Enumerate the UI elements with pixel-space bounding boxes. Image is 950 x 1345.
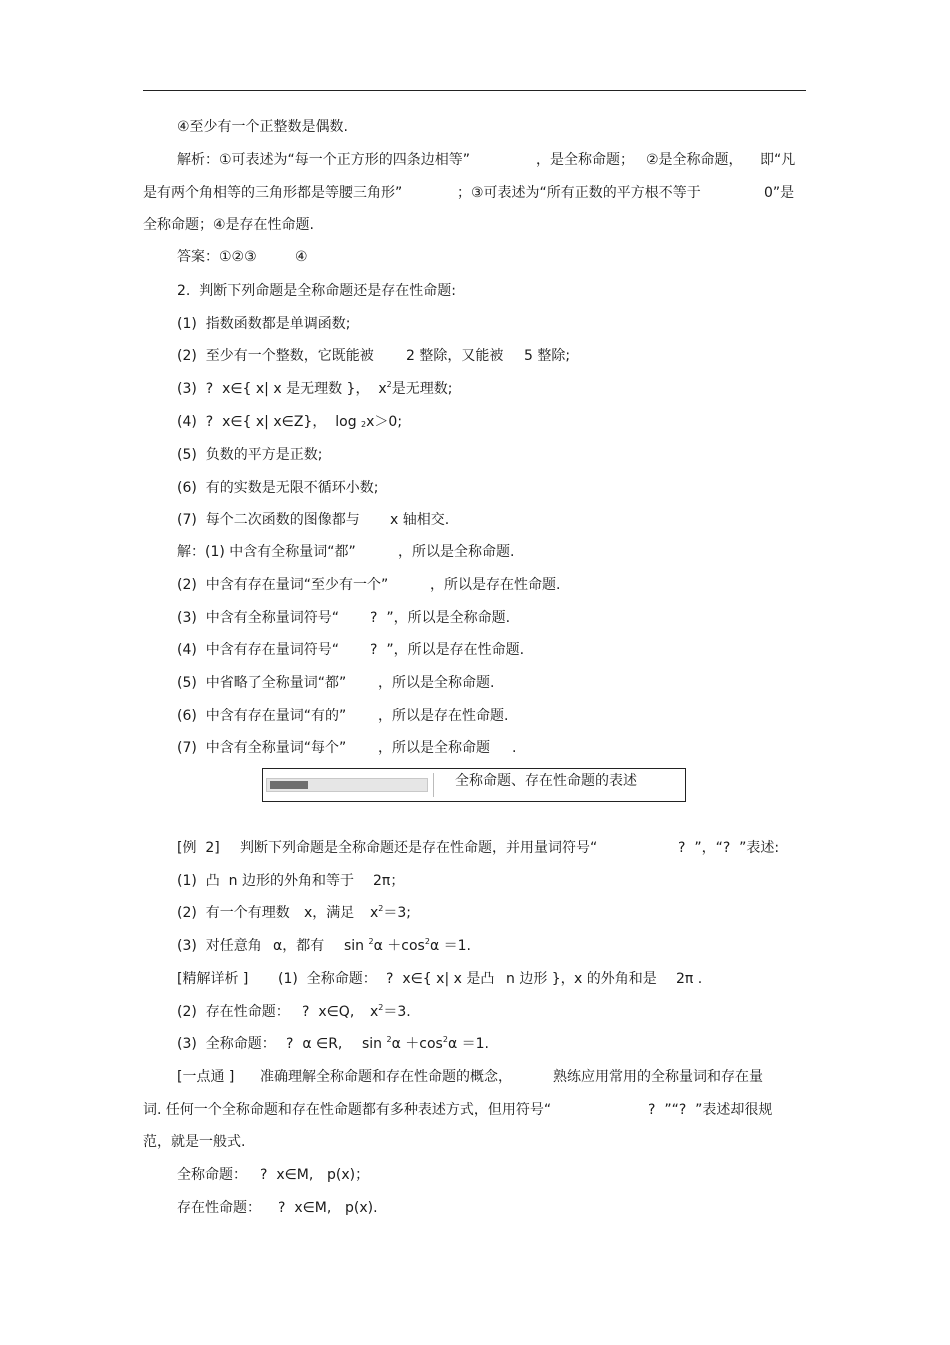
solution-line: (1) 全称命题： (278, 971, 377, 987)
solution-line: ? x∈Q, (302, 1004, 355, 1020)
example-title: 判断下列命题是全称命题还是存在性命题，并用量词符号“ (240, 840, 598, 856)
analysis-text: 是有两个角相等的三角形都是等腰三角形” (143, 185, 403, 201)
solution-line: (3) 中含有全称量词符号“ (177, 610, 339, 626)
question-item: 2 整除，又能被 (406, 348, 504, 364)
question-item: (1) 指数函数都是单调函数; (177, 316, 351, 332)
solution-line: (4) 中含有存在量词符号“ (177, 642, 339, 658)
question-title: 2. 判断下列命题是全称命题还是存在性命题: (177, 283, 456, 299)
tip-text: 熟练应用常用的全称量词和存在量 (553, 1069, 763, 1085)
tip-label: [一点通 ] (177, 1069, 235, 1085)
example-item: (2) 有一个有理数 (177, 905, 290, 921)
analysis-text: 解析：①可表述为“每一个正方形的四条边相等” (177, 152, 471, 168)
solution-line: . (512, 740, 517, 756)
analysis-text: ；③可表述为“所有正数的平方根不等于 (457, 185, 701, 201)
solution-line: (5) 中省略了全称量词“都” (177, 675, 347, 691)
example-label: [例 2] (177, 840, 220, 856)
solution-line: (2) 存在性命题： (177, 1004, 290, 1020)
form-line: 全称命题： (177, 1167, 247, 1183)
example-item: $x^2=3$; (370, 904, 412, 921)
header-rule (143, 90, 806, 91)
solution-line: x 的外角和是 (574, 971, 657, 987)
solution-line: $x^2=3$. (370, 1003, 411, 1020)
example-item: x，满足 (304, 905, 355, 921)
question-item: 5 整除; (524, 348, 571, 364)
question-item: (7) 每个二次函数的图像都与 (177, 512, 360, 528)
section-divider (433, 773, 434, 797)
solution-line: ? α ∈R, (286, 1036, 343, 1052)
solution-line: (6) 中含有存在量词“有的” (177, 708, 347, 724)
analysis-text: ②是全称命题， (646, 152, 743, 168)
solution-line: $\sin ^2\alpha +\cos^2\alpha =1$. (362, 1035, 489, 1052)
form-line: 存在性命题： (177, 1200, 261, 1216)
analysis-text: 0”是 (764, 185, 795, 201)
example-item: (1) 凸 n 边形的外角和等于 (177, 873, 354, 889)
example-item: $\sin ^2\alpha +\cos^2\alpha =1$. (344, 937, 471, 954)
question-item: (4) ? x∈{ x| x∈Z}， log $_2$x＞0; (177, 414, 403, 430)
answer-text: 答案：①②③ (177, 249, 257, 265)
answer-text: ④ (295, 249, 308, 265)
question-item: (6) 有的实数是无限不循环小数; (177, 480, 379, 496)
tip-text: ? ”“? ”表述却很规 (648, 1102, 773, 1118)
form-line: ? x∈M, (260, 1167, 314, 1183)
tip-text: 词. 任何一个全称命题和存在性命题都有多种表述方式，但用符号“ (143, 1102, 552, 1118)
solution-line: 解：(1) 中含有全称量词“都” (177, 544, 356, 560)
solution-line: (2) 中含有存在量词“至少有一个” (177, 577, 389, 593)
question-item: (5) 负数的平方是正数; (177, 447, 323, 463)
solution-line: ? x∈{ x| x 是凸 (386, 971, 495, 987)
solution-line: ，所以是全称命题. (378, 675, 495, 691)
example-item: (3) 对任意角 (177, 938, 262, 954)
tip-text: 范，就是一般式. (143, 1134, 246, 1150)
solution-line: ? ”，所以是全称命题. (370, 610, 511, 626)
example-item: 2π； (373, 873, 405, 889)
solution-line: (7) 中含有全称量词“每个” (177, 740, 347, 756)
section-title: 全称命题、存在性命题的表述 (455, 773, 637, 789)
question-item: (2) 至少有一个整数，它既能被 (177, 348, 374, 364)
solution-line: ，所以是全称命题 (378, 740, 490, 756)
question-item: x 轴相交. (390, 512, 450, 528)
solution-line: n 边形 }， (506, 971, 575, 987)
solution-line: ，所以是全称命题. (398, 544, 515, 560)
item-4-text: ④至少有一个正整数是偶数. (177, 119, 349, 135)
section-tag-image (266, 778, 428, 792)
solution-line: ，所以是存在性命题. (378, 708, 509, 724)
example-title: ? ”，“? ”表述: (678, 840, 780, 856)
example-item: α，都有 (273, 938, 325, 954)
solution-label: [精解详析 ] (177, 971, 249, 987)
solution-line: ? ”，所以是存在性命题. (370, 642, 525, 658)
form-line: p(x)； (327, 1167, 370, 1183)
section-header-box (262, 768, 686, 802)
solution-line: ，所以是存在性命题. (430, 577, 561, 593)
analysis-text: 全称命题；④是存在性命题. (143, 217, 315, 233)
form-line: ? x∈M, (278, 1200, 332, 1216)
tip-text: 准确理解全称命题和存在性命题的概念， (260, 1069, 512, 1085)
question-item: (3) ? x∈{ x| x 是无理数 }， $x^2$是无理数; (177, 380, 453, 397)
analysis-text: ，是全称命题； (536, 152, 634, 168)
solution-line: (3) 全称命题： (177, 1036, 276, 1052)
form-line: p(x). (345, 1200, 378, 1216)
solution-line: 2π . (676, 971, 703, 987)
analysis-text: 即“凡 (760, 152, 796, 168)
